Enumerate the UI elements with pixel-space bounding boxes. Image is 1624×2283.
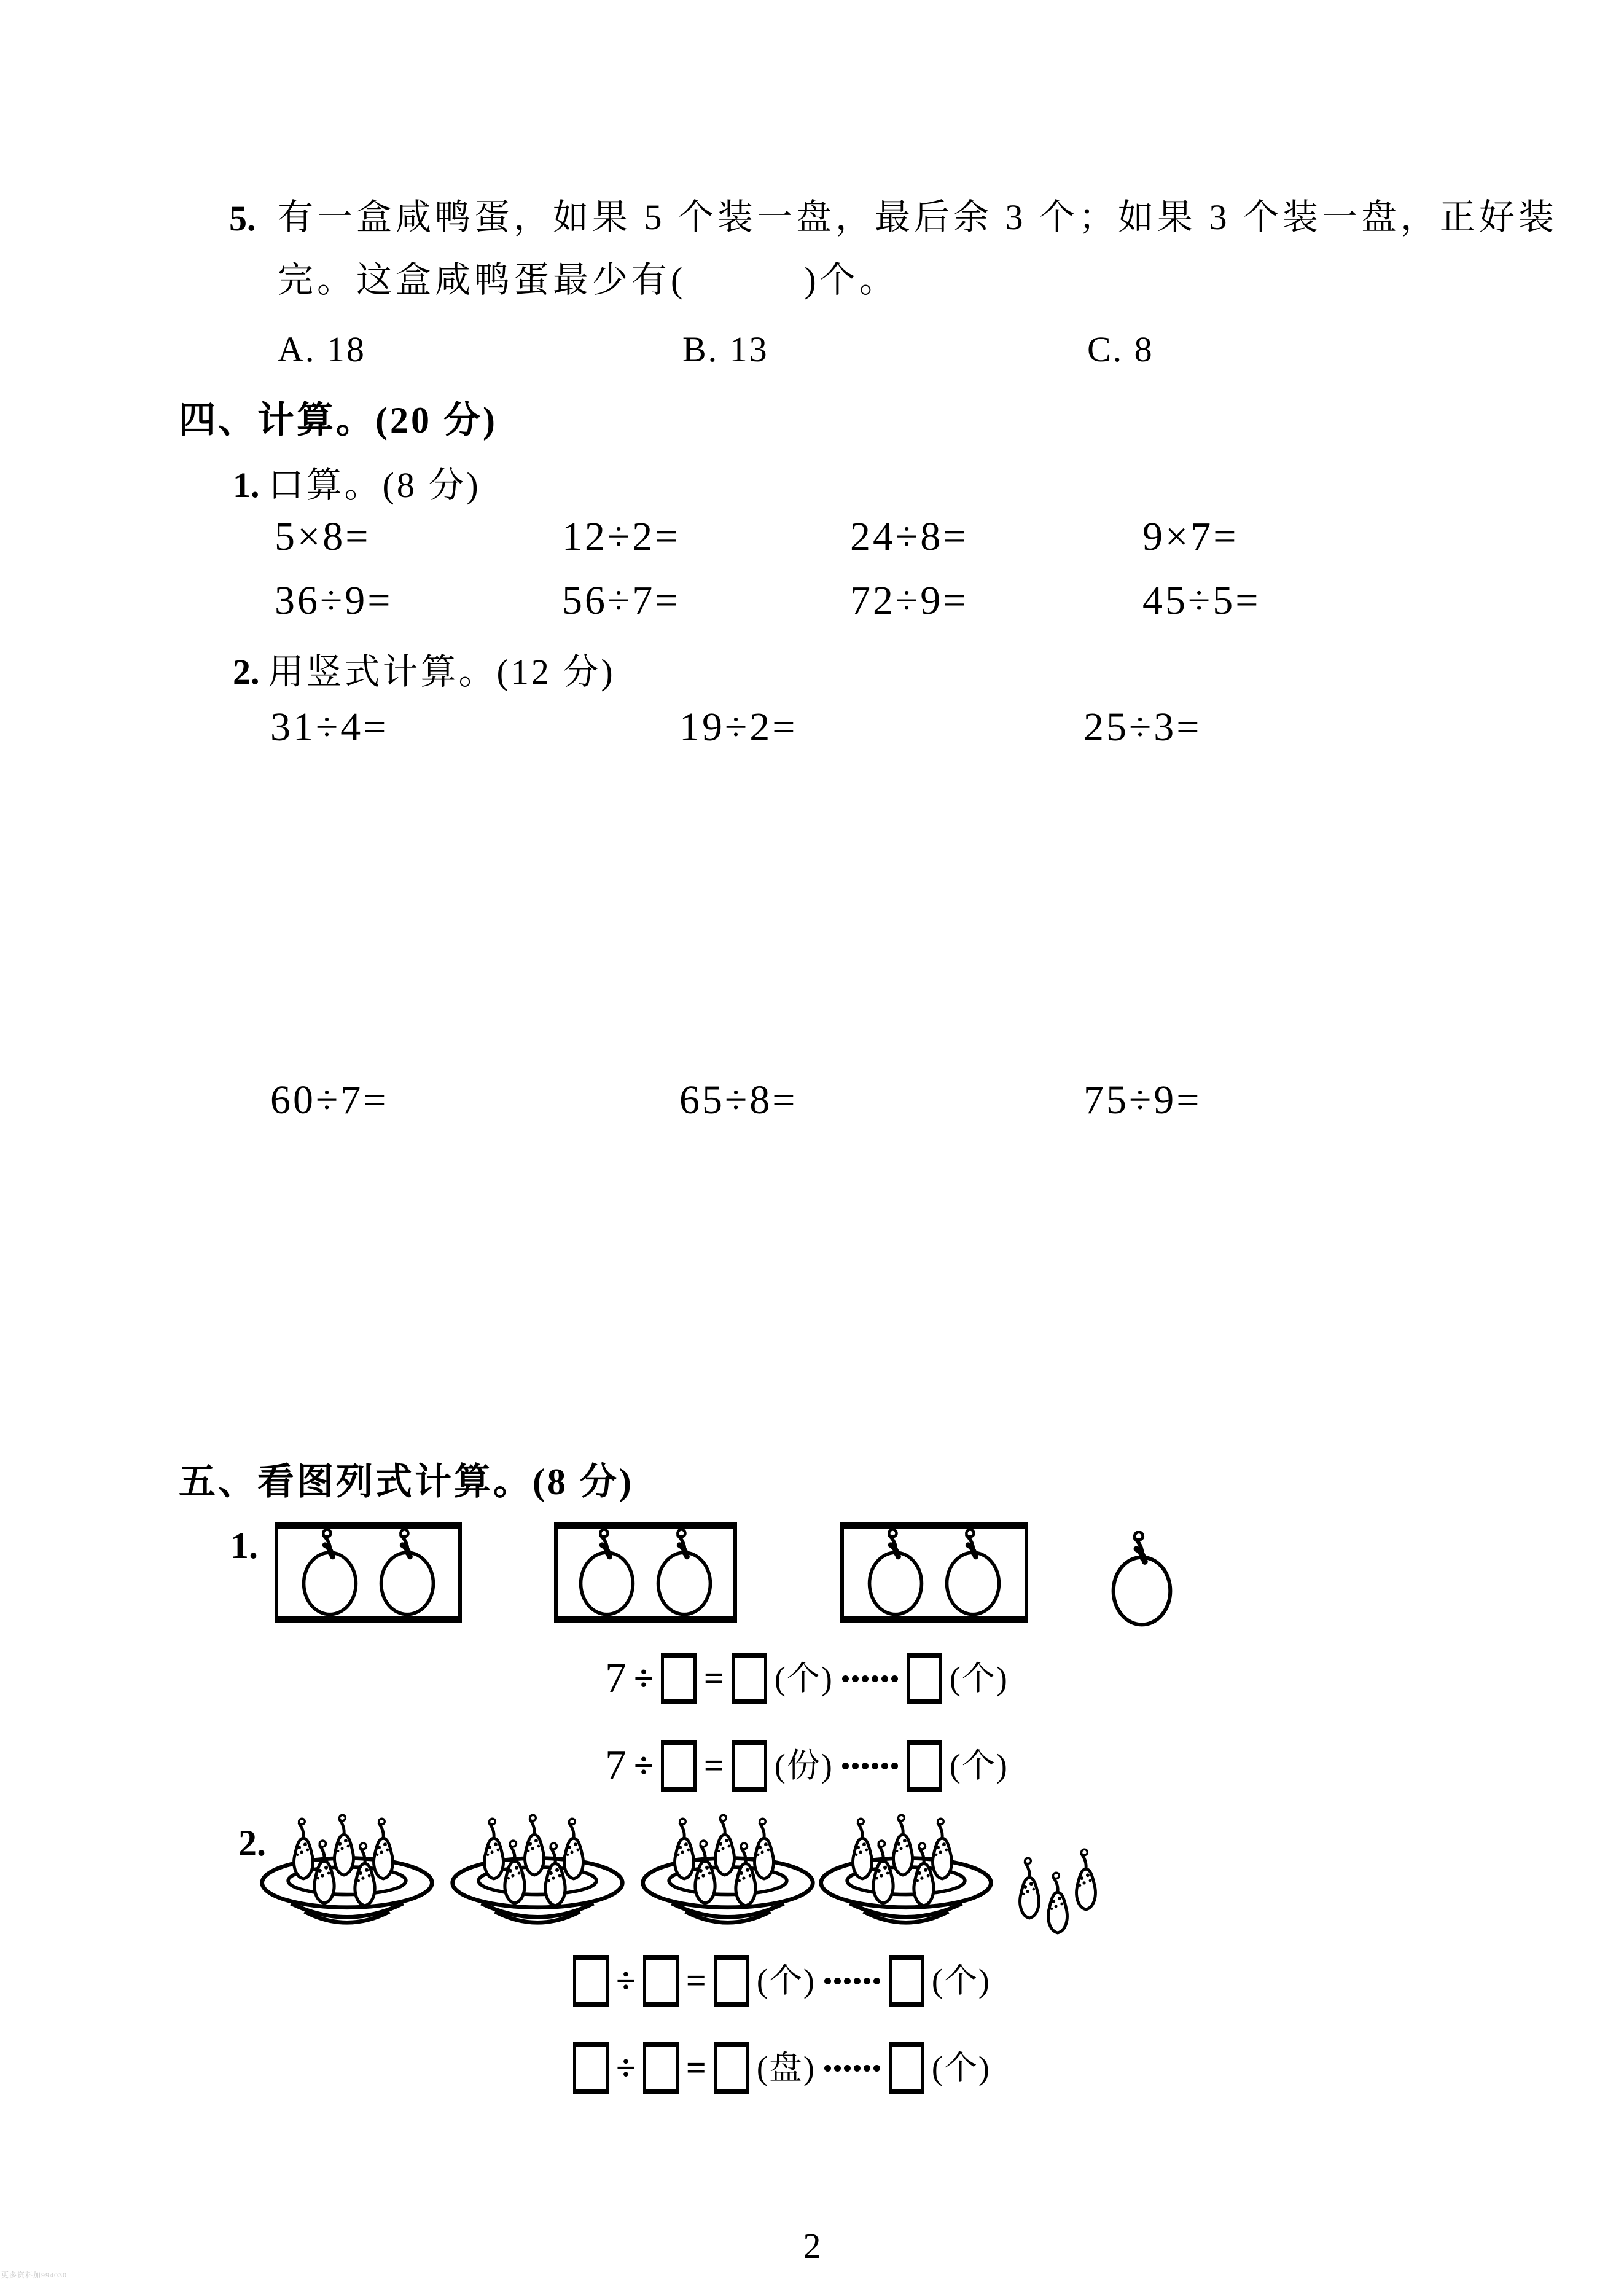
quotient-box [714, 2042, 749, 2094]
apple-group-box [275, 1522, 462, 1623]
oral-expression: 5×8= [275, 514, 371, 559]
quotient-unit-label: (盘) [756, 2050, 816, 2086]
pear-plate [258, 1816, 436, 1927]
divide-sign: ÷ [616, 2048, 636, 2088]
remainder-box [907, 1653, 942, 1704]
section5-title: 五、看图列式计算。(8 分) [179, 1462, 634, 1502]
quotient-unit-label: (个) [756, 1962, 816, 1999]
apple-icon [861, 1529, 930, 1616]
apple-icon [373, 1529, 442, 1616]
apple-group-box [554, 1522, 737, 1623]
dividend-box [573, 2042, 609, 2094]
section4-sub1-title [233, 456, 481, 507]
question5-options-row [0, 329, 1624, 372]
loose-pears-group [1002, 1844, 1114, 1949]
equals-sign: = [685, 2048, 706, 2088]
option-b: B. 13 [682, 329, 769, 369]
apple-icon [650, 1529, 719, 1616]
section4-sub2-title [233, 643, 615, 694]
oral-expression: 24÷8= [850, 514, 969, 559]
apple-icon [295, 1529, 364, 1616]
quotient-box [714, 1955, 749, 2007]
divisor-box [643, 1955, 679, 2007]
sub1-number: 1. [233, 465, 260, 505]
watermark-text: 更多资料加994030 [1, 2271, 68, 2279]
quotient-unit-label: (份) [774, 1747, 833, 1784]
divisor-box [661, 1740, 697, 1792]
oral-expression: 12÷2= [562, 514, 681, 559]
question5-number: 5. [229, 198, 256, 238]
remainder-box [907, 1740, 942, 1792]
vertical-expression: 31÷4= [270, 705, 389, 750]
remainder-dots [842, 1763, 898, 1769]
item2-number: 2. [238, 1823, 266, 1863]
item2-equation-1 [573, 1954, 991, 2008]
equals-sign: = [703, 1745, 724, 1785]
apple-group-box [840, 1522, 1028, 1623]
remainder-unit-label: (个) [931, 2050, 991, 2086]
dividend-number: 7 [605, 1654, 627, 1702]
equals-sign: = [703, 1658, 724, 1698]
apple-icon [572, 1529, 641, 1616]
divide-sign: ÷ [634, 1658, 654, 1698]
item1-number: 1. [230, 1525, 258, 1566]
pear-plate [448, 1816, 627, 1927]
pear-icon [337, 1842, 393, 1911]
oral-expression: 45÷5= [1142, 578, 1261, 623]
vertical-expression: 65÷8= [679, 1078, 798, 1122]
remainder-dots [824, 2065, 880, 2072]
vertical-expression: 25÷3= [1083, 705, 1202, 750]
pear-icon [896, 1842, 952, 1911]
question5-line2: 完。这盒咸鸭蛋最少有( )个。 [278, 260, 899, 300]
question5-line1: 有一盒咸鸭蛋，如果 5 个装一盘，最后余 3 个；如果 3 个装一盘，正好装 [278, 197, 1558, 237]
dividend-box [573, 1955, 609, 2007]
pear-icon [717, 1842, 774, 1911]
quotient-unit-label: (个) [774, 1660, 833, 1697]
option-c: C. 8 [1087, 329, 1154, 369]
pear-plate [817, 1816, 995, 1927]
remainder-dots [824, 1978, 880, 1984]
divisor-box [661, 1653, 697, 1704]
pear-plate [639, 1816, 817, 1927]
divide-sign: ÷ [634, 1745, 654, 1785]
sub2-number: 2. [233, 652, 260, 692]
oral-expression: 56÷7= [562, 578, 681, 623]
equals-sign: = [685, 1960, 706, 2000]
divide-sign: ÷ [616, 1960, 636, 2000]
vertical-expression: 60÷7= [270, 1078, 389, 1122]
remainder-dots [842, 1675, 898, 1682]
quotient-box [732, 1653, 767, 1704]
vertical-expression: 75÷9= [1083, 1078, 1202, 1122]
vertical-expression: 19÷2= [679, 705, 798, 750]
sub2-text: 用竖式计算。(12 分) [268, 652, 615, 692]
loose-apple-icon [1103, 1531, 1181, 1627]
remainder-unit-label: (个) [949, 1747, 1009, 1784]
dividend-number: 7 [605, 1742, 627, 1789]
section4-title: 四、计算。(20 分) [179, 400, 498, 441]
apple-icon [939, 1529, 1007, 1616]
oral-expression: 72÷9= [850, 578, 969, 623]
pear-icon [527, 1842, 584, 1911]
loose-pear-icon [1059, 1848, 1113, 1914]
quotient-box [732, 1740, 767, 1792]
divisor-box [643, 2042, 679, 2094]
remainder-unit-label: (个) [931, 1962, 991, 1999]
option-a: A. 18 [278, 329, 366, 369]
oral-expression: 9×7= [1142, 514, 1239, 559]
item1-equation-1 [605, 1651, 1009, 1705]
remainder-box [889, 1955, 924, 2007]
remainder-box [889, 2042, 924, 2094]
oral-expression: 36÷9= [275, 578, 393, 623]
item2-equation-2 [573, 2041, 991, 2095]
remainder-unit-label: (个) [949, 1660, 1009, 1697]
sub1-text: 口算。(8 分) [268, 465, 481, 505]
page-number: 2 [803, 2226, 821, 2266]
item1-equation-2 [605, 1739, 1009, 1793]
